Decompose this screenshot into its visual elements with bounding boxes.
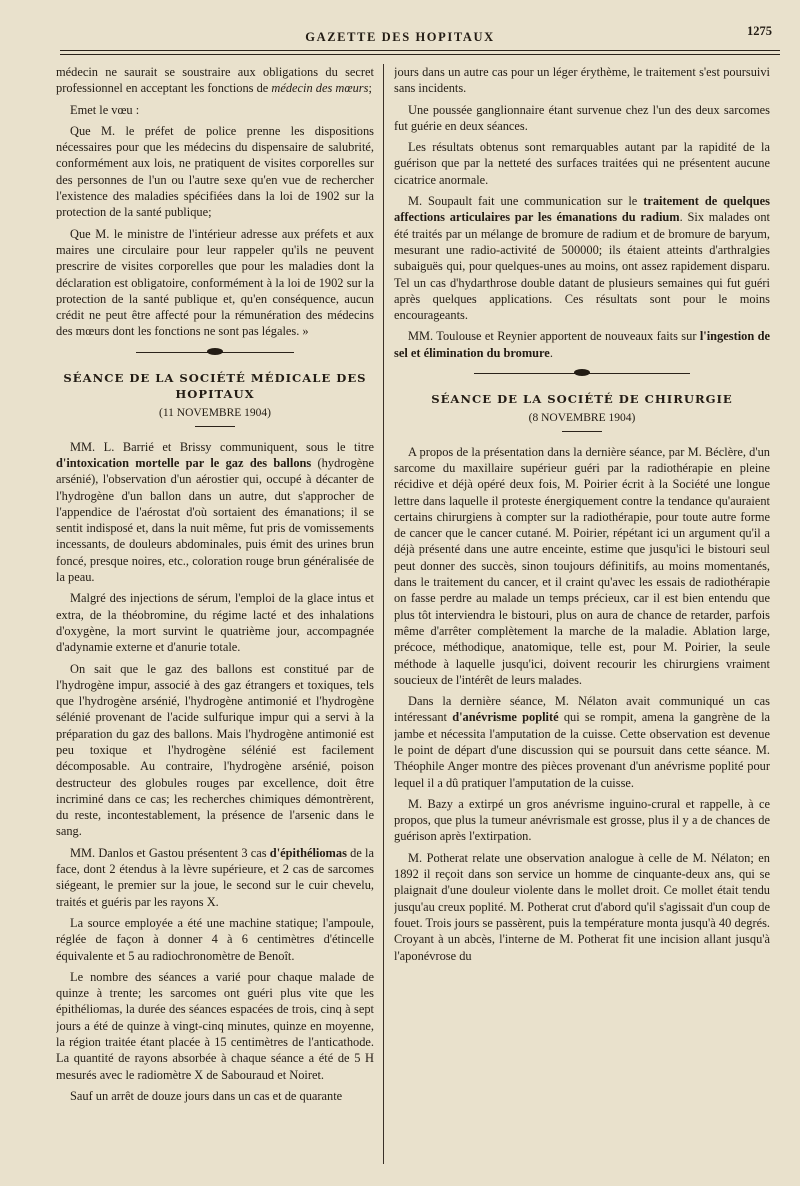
paragraph: Sauf un arrêt de douze jours dans un cas et de quarante: [70, 1088, 343, 1103]
section-title: SÉANCE DE LA SOCIÉTÉ DE CHIRURGIE: [431, 392, 733, 407]
right-column: [394, 64, 770, 1174]
paragraph: A propos de la présentation dans la dernière séance, par M. Béclère, d'un sarcome du maxillaire supérieur guéri par la radiothérapie en pleine récidive et déjà opéré deux fois, M. Poirier écrit à la Société une longue lettre dans laquelle il proteste énergiquement contre la tendance qu'auraient certains chirurgiens à compter sur la radiothérapie, pour toute autre forme de cancer que le cancer cutané. M. Poirier, répétant ici un argument qu'il a déjà présenté dans une autre enceinte, estime que jusqu'ici le bistouri seul peut donner des succès, sinon toujours définitifs, au moins momentanés, dans le traitement du cancer, et il craint qu'avec les essais de radiothérapie on fasse perdre au malade un temps précieux, car il est bien entendu que plus tôt interviendra le bistouri, plus on aura de chance de retarder, parfois même d'arrêter complètement la marche de la maladie. Ablation large, précoce, méthodique, anatomique, telle est, pour M. Poirier, la seule méthode à laquelle jusqu'ici, doivent recourir les chirurgiens vraiment soucieux de l'intérêt de leurs malades.: [394, 444, 770, 687]
running-title: GAZETTE DES HOPITAUX: [305, 30, 495, 44]
paragraph: La source employée a été une machine statique; l'ampoule, réglée de façon à donner 4 à 6 centimètres d'étincelle équivalente et 5 au radiochronomètre de Benoît.: [56, 915, 374, 963]
header-rule: [60, 50, 780, 51]
section-date: (8 NOVEMBRE 1904): [528, 412, 636, 425]
section-rule: [562, 431, 602, 432]
paragraph: médecin ne saurait se soustraire aux obligations du secret professionnel en acceptant les fonctions de médecin des mœurs;: [56, 65, 374, 96]
paragraph: Que M. le préfet de police prenne les dispositions nécessaires pour que les médecins du dispensaire de salubrité, conformément aux lois, ne pratiquent de visites corporelles sur des personnes de l'un ou l'autre sexe qu'en vue de rechercher l'existence des maladies spécifiées dans la loi de 1902 sur la protection de la santé publique;: [56, 123, 374, 220]
paragraph: Une poussée ganglionnaire étant survenue chez l'un des deux sarcomes fut guérie en deux séances.: [394, 102, 770, 133]
section-date: (11 NOVEMBRE 1904): [158, 407, 271, 420]
paragraph: Que M. le ministre de l'intérieur adresse aux préfets et aux maires une circulaire pour leur rappeler qu'ils ne peuvent prescrire de visites corporelles que pour les maladies dont la déclaration est obligatoire, conformément à la loi de 1902 sur la protection de la santé publique et, qu'en conséquence, aucun crédit ne peut être affecté pour la rémunération des médecins des mœurs dont les fonctions ne sont pas légales. »: [56, 226, 374, 339]
section-title: SÉANCE DE LA SOCIÉTÉ MÉDICALE DES HOPITAUX: [63, 370, 367, 402]
paragraph: M. Bazy a extirpé un gros anévrisme inguino-crural et rappelle, à ce propos, que plus la tumeur anévrismale est grosse, plus il y a de chances de guérison après l'extirpation.: [394, 796, 770, 844]
page-number: 1275: [747, 24, 772, 38]
left-column: [56, 64, 374, 1174]
header-rule-thin: [60, 54, 780, 55]
paragraph: Le nombre des séances a varié pour chaque malade de quinze à trente; les sarcomes ont guéri plus vite que les épithéliomas, la durée des séances espacées de trois, cinq à sept jours a été de quinze à vingt-cinq minutes, quinze en moyenne, la région traitée étant placée à 15 centimètres de l'anticathode. La quantité de rayons absorbée à chaque séance a été de 5 H mesurés avec le radiomètre X de Sabouraud et Noiret.: [56, 969, 374, 1082]
paragraph: M. Soupault fait une communication sur le traitement de quelques affections articulaires par les émanations du radium. Six malades ont été traités par un mélange de bromure de radium et de bromure de baryum, mesurant une radio-activité de 500000; ils étaient atteints d'arthralgies subaiguës qui, pour quelques-unes au moins, ont assez rapidement disparu. Tel un cas d'hydarthrose double datant de plusieurs semaines qui fut guéri après quelques applications. Ces résultats sont pour le moins encourageants.: [394, 194, 770, 323]
section-ornament: [56, 346, 374, 360]
paragraph: On sait que le gaz des ballons est constitué par de l'hydrogène impur, associé à des gaz étrangers et toxiques, tels que l'hydrogène arsénié, l'hydrogène antimonié et l'hydrogène sélénié provenant de l'acide sulfurique impur qui a servi à la préparation du gaz des ballons. Mais l'hydrogène antimonié est peu toxique et l'hydrogène sélénié est facilement décomposable. Au contraire, l'hydrogène arsénié, poison destructeur des globules rouges par excellence, doit être incriminé dans ce cas; les recherches chimiques démontrèrent, du reste, incontestablement, la présence de l'arsenic dans le sang.: [56, 661, 374, 839]
paragraph: MM. Danlos et Gastou présentent 3 cas d'épithéliomas de la face, dont 2 étendus à la lèvre supérieure, et 2 cas de sarcomes siégeant, le premier sur la joue, le second sur le cuir chevelu, traités et guéris par les rayons X.: [56, 845, 374, 909]
paragraph: Malgré des injections de sérum, l'emploi de la glace intus et extra, de la théobromine, du régime lacté et des inhalations d'oxygène, la mort survint le quatrième jour, accompagnée d'adynamie externe et d'anurie totale.: [56, 591, 374, 655]
paragraph: Dans la dernière séance, M. Nélaton avait communiqué un cas intéressant d'anévrisme poplité qui se rompit, amena la gangrène de la jambe et nécessita l'amputation de la cuisse. Cette observation est devenue le point de départ d'une discussion qui se poursuit dans cette séance. M. Théophile Anger montre des pièces provenant d'un anévrisme poplité pour lequel il a dû pratiquer l'amputation de la cuisse.: [394, 694, 770, 790]
column-divider: [383, 64, 384, 1164]
paragraph: MM. L. Barrié et Brissy communiquent, sous le titre d'intoxication mortelle par le gaz des ballons (hydrogène arsénié), l'observation d'un aérostier qui, occupé à décanter de l'hydrogène d'un ballon dans un autre, dut s'approcher de l'appendice de l'aérostat d'où sortaient des émanations; il se sentit indisposé et, dans la nuit même, fut pris de vomissements incessants, de douleurs abdominales, puis émit des urines brun foncé, presque noires, etc., coloration rouge brun généralisée de la peau.: [56, 439, 374, 585]
paragraph: Les résultats obtenus sont remarquables autant par la rapidité de la guérison que par la netteté des surfaces traitées qui ne présentent aucune cicatrice anormale.: [394, 140, 770, 187]
section-rule: [195, 426, 235, 427]
page-header: [0, 24, 800, 48]
paragraph: M. Potherat relate une observation analogue à celle de M. Nélaton; en 1892 il reçoit dans son service un homme de cinquante-deux ans, qui se plaignait d'une douleur violente dans le mollet droit. Ce mollet était tendu jusqu'au creux poplité. M. Potherat crut d'abord qu'il s'agissait d'un coup de fouet. Trois jours se passèrent, puis la température monta jusqu'à 40 degrés. Croyant à un abcès, l'interne de M. Potherat fit une incision allant jusqu'à l'aponévrose du: [394, 850, 770, 963]
section-ornament: [394, 367, 770, 381]
paragraph: jours dans un autre cas pour un léger érythème, le traitement s'est poursuivi sans incidents.: [394, 65, 770, 96]
paragraph: MM. Toulouse et Reynier apportent de nouveaux faits sur l'ingestion de sel et élimination du bromure.: [394, 329, 770, 360]
paragraph: Emet le vœu :: [70, 102, 140, 117]
